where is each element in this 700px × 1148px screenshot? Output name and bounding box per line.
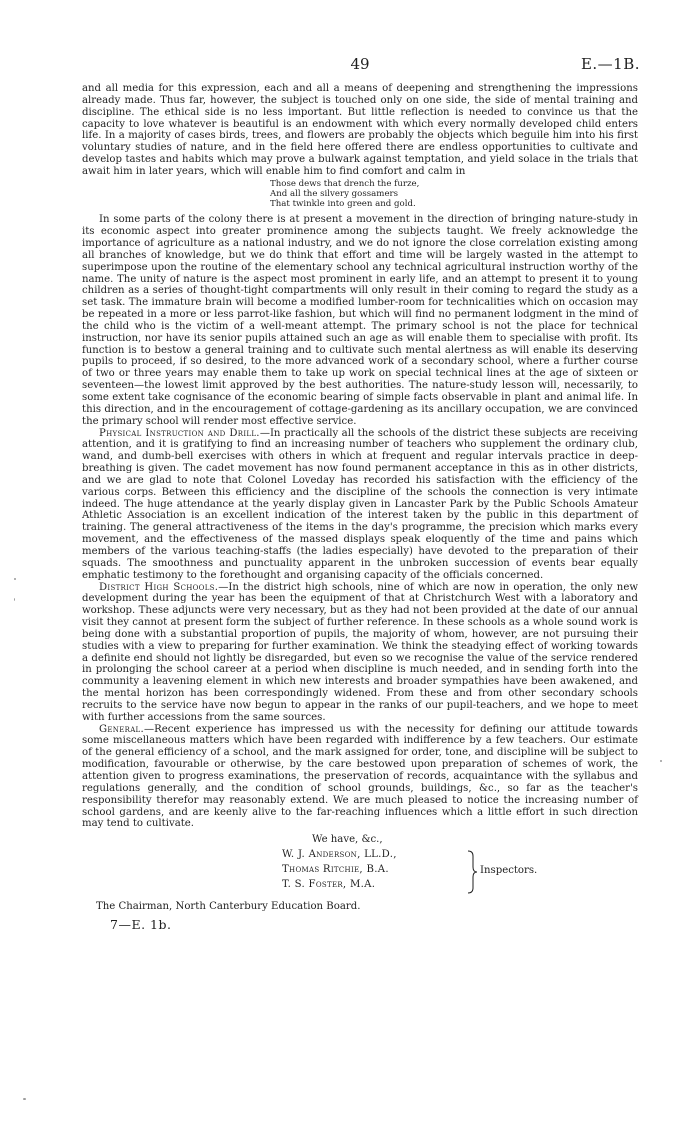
signer-name: T. S. Foster, M.A. xyxy=(282,879,376,891)
scan-speck xyxy=(660,760,662,762)
page-header xyxy=(80,55,640,75)
paragraph-physical-instruction xyxy=(82,428,638,582)
poem-quotation xyxy=(270,179,638,210)
paragraph-text: —Recent experience has impressed us with the necessity for defining our attitude towards some miscellaneous matters which have been regarded with indifference by a few teachers. Our estimate of the general efficiency of a school, and the mark assigned for order, tone, and discipline will be subject to modification, favourable or otherwise, by the care bestowed upon preparation of schemes of work, the attention given to progress examinations, the preservation of records, acquaintance with the syllabus and regulations generally, and the condition of school grounds, buildings, &c., so far as the teacher's responsibility therefor may reasonably extend. We are much pleased to notice the increasing number of school gardens, and are keenly alive to the far-reaching influences which a little effort in such direction may tend to cultivate. xyxy=(82,723,638,830)
poem-line: That twinkle into green and gold. xyxy=(270,199,416,210)
scan-speck xyxy=(14,578,16,580)
paragraph-text: —In the district high schools, nine of which are now in operation, the only new development during the year has been the equipment of that at Christchurch West with a laboratory and workshop. These adjuncts were very necessary, but as they had not been provided at the date of our annual visit they cannot at present form the subject of further reference. In these schools as a whole sound work is being done with a substantial proportion of pupils, the majority of whom, however, are not pursuing their studies with a view to preparing for further examination. We think the steadying effect of working towards a definite end should not lightly be disregarded, but even so we recognise the value of the service rendered in prolonging the school career at a period when discipline is much needed, and in sending forth into the community a leavening element in which new interests and broader sympathies have been awakened, and the mental horizon has been correspondingly widened. From these and from other secondary schools recruits to the service have now begun to appear in the ranks of our pupil-teachers, and we hope to meet with further accessions from the same sources. xyxy=(82,581,638,723)
scan-speck xyxy=(14,598,15,601)
addressee-line: The Chairman, North Canterbury Education Board. xyxy=(96,901,361,913)
paragraph-nature-study-ethics: and all media for this expression, each and all a means of deepening and strengthening the impressions already made. Thus far, however, the subject is touched only on one side, the side of mental training and discipline. The ethical side is no less important. But little reflection is needed to convince us that the capacity to love whatever is beautiful is an endowment with which every normally developed child enters life. In a majority of cases birds, trees, and flowers are probably the objects which beguile him into his first voluntary studies of nature, and in the field here offered there are endless opportunities to cultivate and develop tastes and habits which may prove a bulwark against temptation, and yield solace in the trials that await him in later years, which will enable him to find comfort and calm in xyxy=(82,83,638,177)
page-number: 49 xyxy=(350,55,370,73)
paragraph-district-high-schools xyxy=(82,582,638,724)
footer-reference: 7—E. 1b. xyxy=(110,916,172,932)
paragraph-agricultural-instruction: In some parts of the colony there is at present a movement in the direction of bringing nature-study in its economic aspect into greater prominence among the subjects taught. We freely acknowledge the importance of agriculture as a national industry, and we do not ignore the close correlation existing among all branches of knowledge, but we do think that effort and time will be largely wasted in the attempt to superimpose upon the routine of the elementary school any technical agricultural instruction worthy of the name. The unity of nature is the aspect most prominent in early life, and an attempt to present it to young children as a series of thought-tight compartments will only result in their coming to regard the study as a set task. The immature brain will become a modified lumber-room for technicalities which on occasion may be repeated in a more or less parrot-like fashion, but which will find no permanent lodgment in the mind of the child who is the victim of a well-meant attempt. The primary school is not the place for technical instruction, nor have its senior pupils attained such an age as will enable them to specialise with profit. Its function is to bestow a general training and to cultivate such mental alertness as will enable its deserving pupils to proceed, if so desired, to the more advanced work of a secondary school, where a further course of two or three years may enable them to take up work on special technical lines at the age of sixteen or seventeen—the lowest limit approved by the best authorities. The nature-study lesson will, necessarily, to some extent take cognisance of the economic bearing of simple facts observable in plant and animal life. In this direction, and in the encouragement of cottage-gardening as its ancillary occupation, we are convinced the primary school will render most effective service. xyxy=(82,214,638,427)
section-heading-general: General. xyxy=(99,723,145,735)
document-reference: E.—1B. xyxy=(580,55,640,73)
signer-name: W. J. Anderson, LL.D., xyxy=(282,849,397,861)
signature-block xyxy=(282,849,602,897)
signer-name: Thomas Ritchie, B.A. xyxy=(282,864,389,876)
signer-role: Inspectors. xyxy=(480,865,538,877)
poem-line: Those dews that drench the furze, xyxy=(270,178,420,189)
scan-speck xyxy=(23,1098,26,1100)
paragraph-text: —In practically all the schools of the district these subjects are receiving attention, and it is gratifying to find an increasing number of teachers who supplement the ordinary club, wand, and dumb-bell exercises with others in which at frequent and regular intervals practice in deep-breathing is given. The cadet movement has now found permanent acceptance in this as in other districts, and we are glad to note that Colonel Loveday has recorded his satisfaction with the efficiency of the various corps. Between this efficiency and the discipline of the schools the connection is very intimate indeed. The huge attendance at the yearly display given in Lancaster Park by the Public Schools Amateur Athletic Association is an excellent indication of the interest taken by the public in this department of training. The general attractiveness of the items in the day's programme, the precision which marks every movement, and the effectiveness of the massed displays speak eloquently of the time and pains which members of the various teaching-staffs (the ladies especially) have devoted to the preparation of their squads. The smoothness and punctuality apparent in the unbroken succession of events bear equally emphatic testimony to the forethought and organising capacity of the officials concerned. xyxy=(82,427,639,581)
report-body xyxy=(82,83,638,931)
right-brace-icon xyxy=(467,850,477,894)
section-heading-district-high-schools: District High Schools. xyxy=(99,581,219,593)
poem-line: And all the silvery gossamers xyxy=(270,188,399,199)
section-heading-physical-instruction: Physical Instruction and Drill. xyxy=(99,427,260,439)
closing-salutation: We have, &c., xyxy=(312,834,383,846)
paragraph-general xyxy=(82,724,638,831)
